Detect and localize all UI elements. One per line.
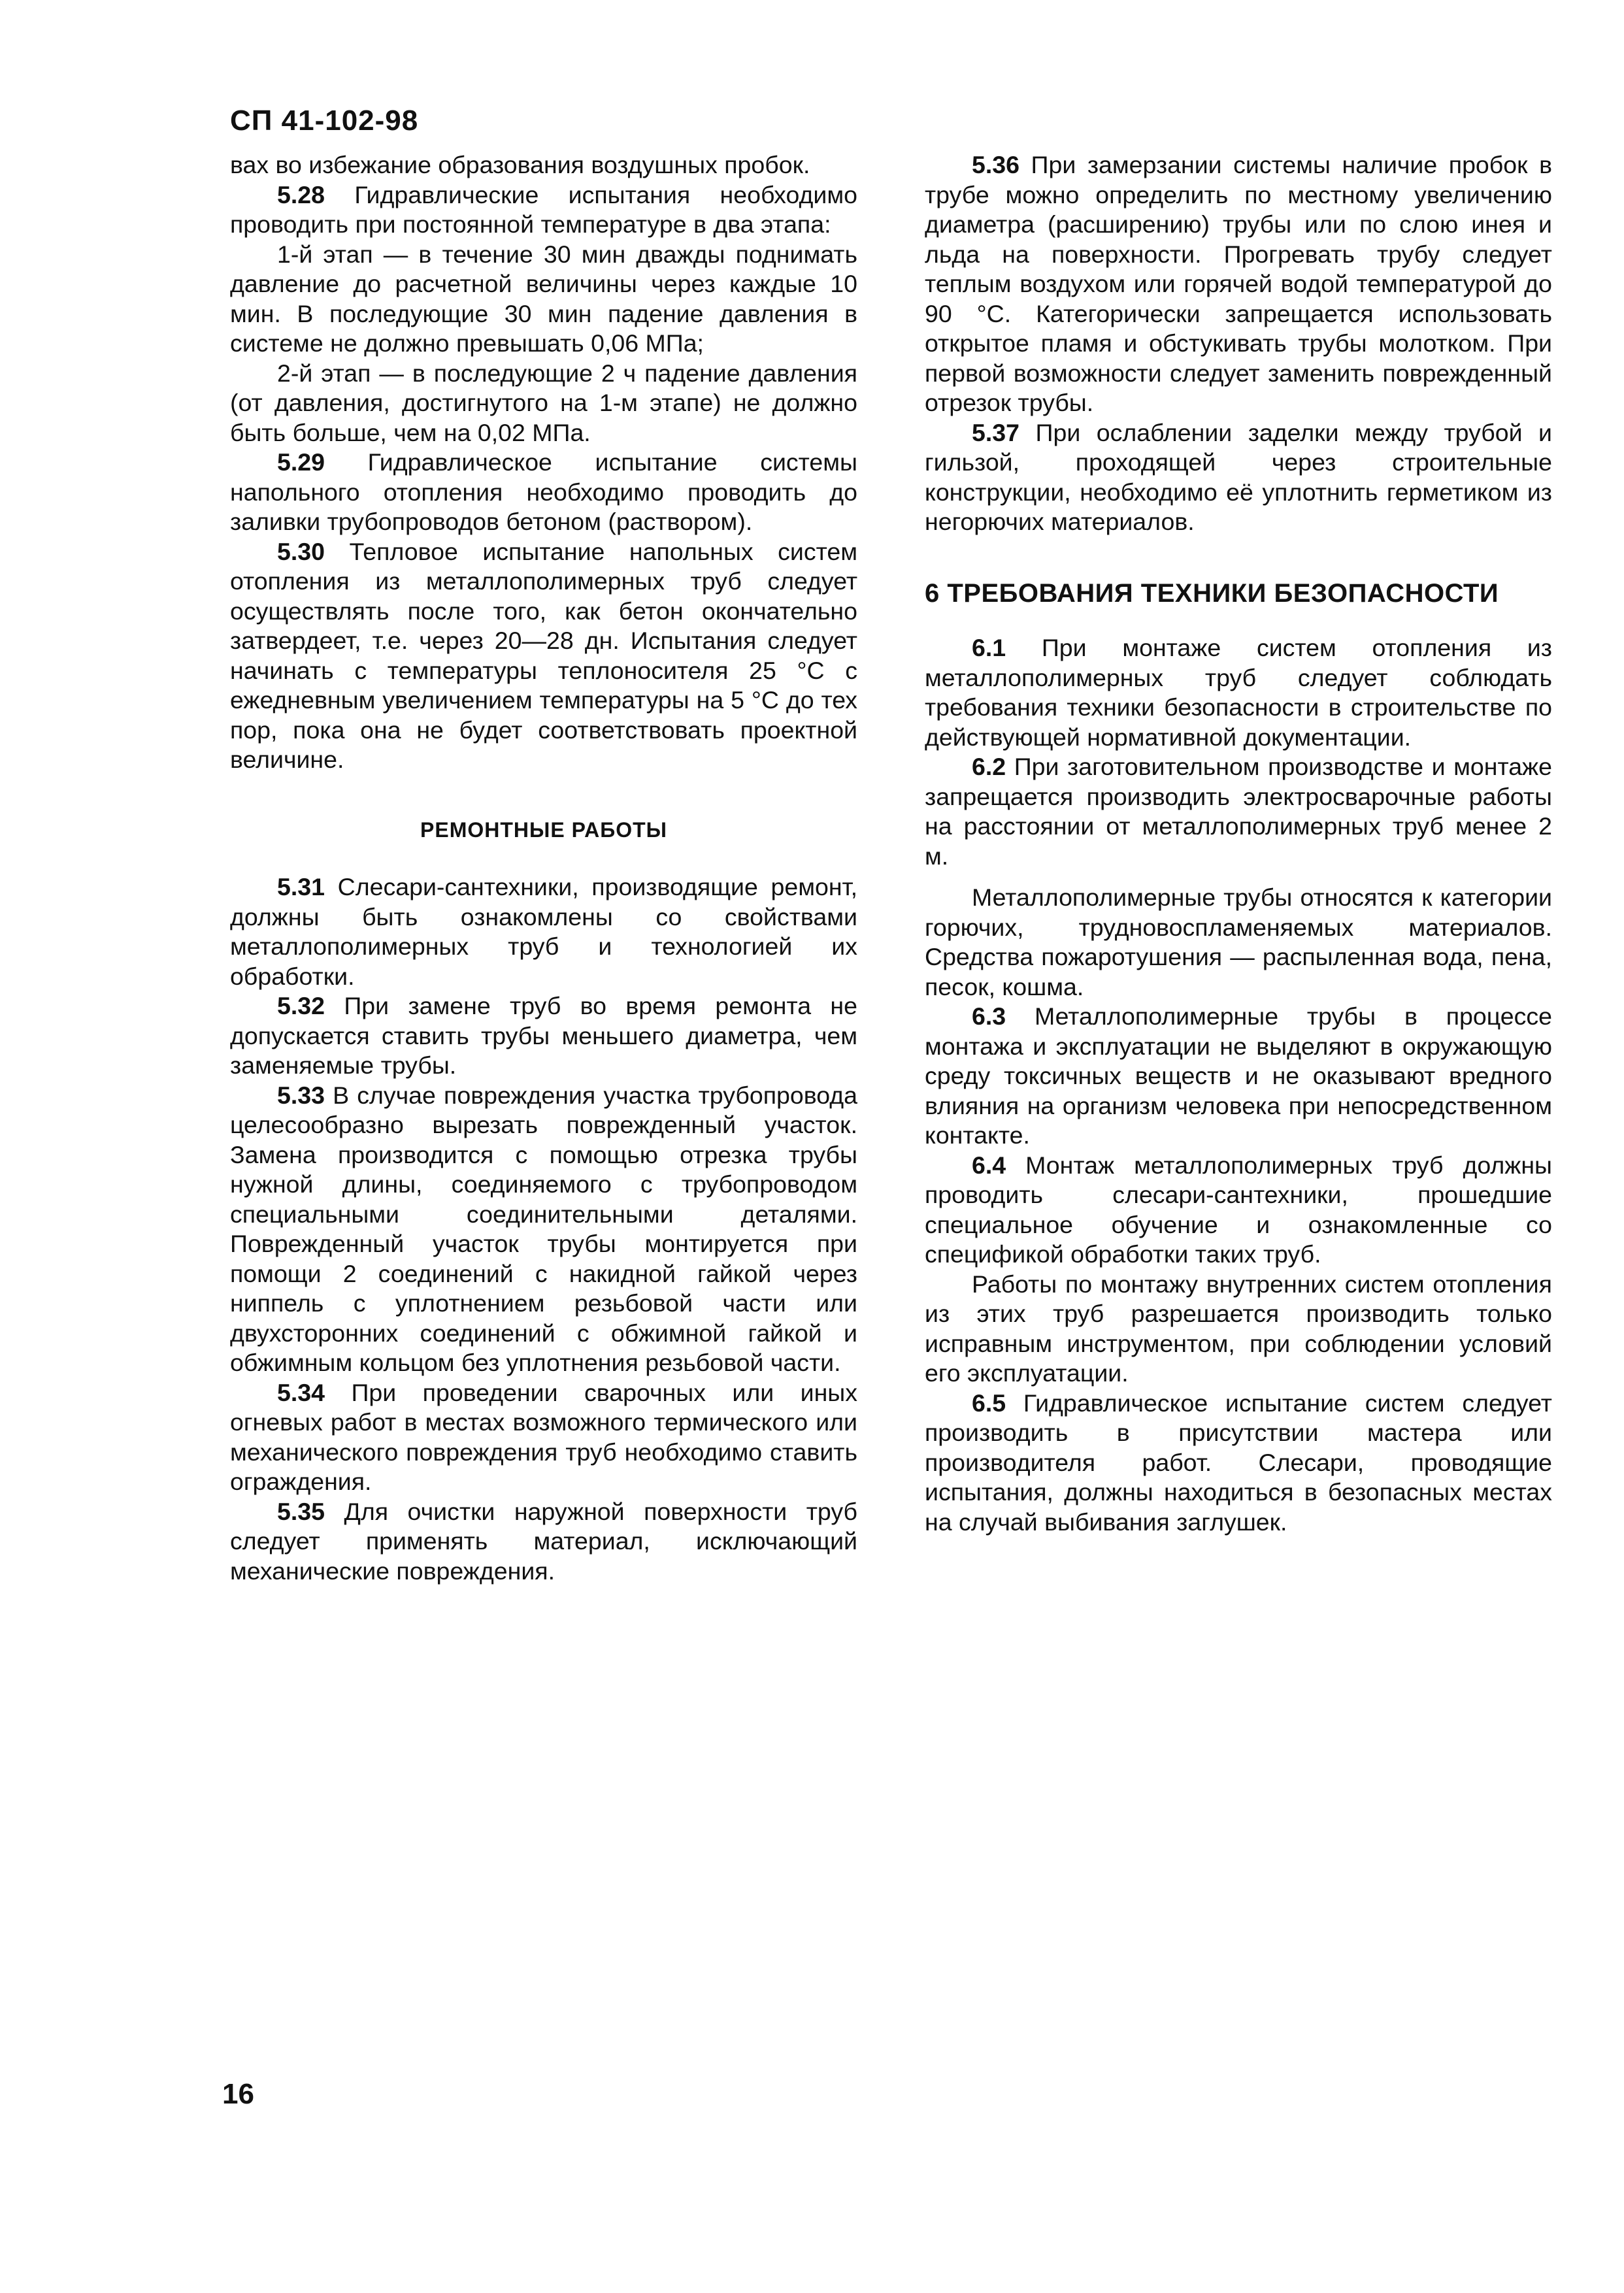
section-heading-safety: 6 ТРЕБОВАНИЯ ТЕХНИКИ БЕЗОПАСНОСТИ [925, 578, 1499, 608]
clause-text: В случае повреждения участка трубопровода целесообразно вырезать поврежденный участок. Замена производится с помощью отрезка трубы нужной длины, соединяемого с трубопроводом специальными соединительными деталями. Поврежденный участок трубы монтируется при помощи 2 соединений с накидной гайкой через ниппель с уплотнением резьбовой части или двухсторонних соединений с обжимной гайкой и обжимным кольцом без уплотнения резьбовой части. [230, 1081, 857, 1376]
clause-number: 5.30 [277, 537, 325, 565]
paragraph-continuation: вах во избежание образования воздушных пробок. [230, 151, 810, 178]
paragraph-5-32 [230, 991, 857, 1081]
paragraph-6-1 [925, 633, 1552, 752]
paragraph-6-4 [925, 1151, 1552, 1270]
subsection-heading-repair: РЕМОНТНЫЕ РАБОТЫ [420, 817, 667, 842]
paragraph-5-36 [925, 150, 1552, 418]
paragraph-5-37 [925, 418, 1552, 537]
clause-number: 6.2 [972, 753, 1006, 780]
left-column [230, 150, 857, 1586]
clause-text: При ослаблении заделки между трубой и гильзой, проходящей через строительные конструкции, необходимо её уплотнить герметиком из негорючих материалов. [925, 418, 1552, 535]
clause-text: Для очистки наружной поверхности труб следует применять материал, исключающий механические повреждения. [230, 1497, 857, 1585]
paragraph-5-35 [230, 1497, 857, 1587]
paragraph-stage-2: 2-й этап — в последующие 2 ч падение давления (от давления, достигнутого на 1-м этапе) не должно быть больше, чем на 0,02 МПа. [230, 359, 857, 446]
paragraph-5-31 [230, 872, 857, 991]
page-number: 16 [222, 2078, 254, 2110]
paragraph-fire-safety: Металлополимерные трубы относятся к категории горючих, трудновоспламеняемых материалов. Средства пожаротушения — распыленная вода, пена, песок, кошма. [925, 883, 1552, 1000]
clause-text: Гидравлическое испытание системы напольного отопления необходимо проводить до заливки трубопроводов бетоном (раствором). [230, 448, 857, 535]
clause-number: 5.28 [277, 180, 325, 208]
paragraph-5-29 [230, 448, 857, 537]
clause-text: При монтаже систем отопления из металлополимерных труб следует соблюдать требования техники безопасности в строительстве по действующей нормативной документации. [925, 634, 1552, 751]
clause-number: 6.3 [972, 1002, 1006, 1030]
document-code: СП 41-102-98 [230, 105, 419, 137]
clause-number: 5.34 [277, 1378, 325, 1406]
clause-number: 6.1 [972, 634, 1006, 661]
clause-text: При заготовительном производстве и монтаже запрещается производить электросварочные работы на расстоянии от металлополимерных труб менее 2 м. [925, 753, 1552, 870]
clause-number: 5.33 [277, 1081, 325, 1109]
paragraph-5-33 [230, 1081, 857, 1378]
paragraph-stage-1: 1-й этап — в течение 30 мин дважды поднимать давление до расчетной величины через каждые 10 мин. В последующие 30 мин падение давления в системе не должно превышать 0,06 МПа; [230, 240, 857, 357]
clause-text: При проведении сварочных или иных огневых работ в местах возможного термического или механического повреждения труб необходимо ставить ограждения. [230, 1378, 857, 1495]
clause-text: Гидравлические испытания необходимо проводить при постоянной температуре в два этапа: [230, 180, 857, 238]
clause-number: 5.32 [277, 992, 325, 1019]
clause-text: Тепловое испытание напольных систем отопления из металлополимерных труб следует осуществлять после того, как бетон окончательно затвердеет, т.е. через 20—28 дн. Испытания следует начинать с температуры теплоносителя 25 °С с ежедневным увеличением температуры на 5 °С до тех пор, пока она не будет соответствовать проектной величине. [230, 537, 857, 773]
clause-number: 5.29 [277, 448, 325, 476]
clause-number: 5.35 [277, 1497, 325, 1525]
paragraph-5-28 [230, 180, 857, 240]
clause-text: Слесари-сантехники, производящие ремонт, должны быть ознакомлены со свойствами металлополимерных труб и технологией их обработки. [230, 873, 857, 990]
clause-text: Металлополимерные трубы в процессе монтажа и эксплуатации не выделяют в окружающую среду токсичных веществ и не оказывают вредного влияния на организм человека при непосредственном контакте. [925, 1002, 1552, 1149]
paragraph-6-3 [925, 1002, 1552, 1151]
paragraph-6-5 [925, 1389, 1552, 1538]
clause-text: При замене труб во время ремонта не допускается ставить трубы меньшего диаметра, чем заменяемые трубы. [230, 992, 857, 1079]
paragraph-5-30 [230, 537, 857, 775]
clause-number: 6.4 [972, 1151, 1006, 1179]
paragraph-tools: Работы по монтажу внутренних систем отопления из этих труб разрешается производить только исправным инструментом, при соблюдении условий его эксплуатации. [925, 1270, 1552, 1387]
clause-number: 5.31 [277, 873, 325, 900]
paragraph-6-2 [925, 752, 1552, 871]
clause-number: 5.37 [972, 418, 1019, 446]
clause-text: При замерзании системы наличие пробок в трубе можно определить по местному увеличению диаметра (расширению) трубы или по слою инея и льда на поверхности. Прогревать трубу следует теплым воздухом или горячей водой температурой до 90 °С. Категорически запрещается использовать открытое пламя и обстукивать трубы молотком. При первой возможности следует заменить поврежденный отрезок трубы. [925, 151, 1552, 416]
clause-text: Гидравлическое испытание систем следует производить в присутствии мастера или производителя работ. Слесари, проводящие испытания, должны находиться в безопасных местах на случай выбивания заглушек. [925, 1389, 1552, 1536]
clause-number: 5.36 [972, 151, 1019, 178]
paragraph-5-34 [230, 1378, 857, 1497]
clause-number: 6.5 [972, 1389, 1006, 1417]
clause-text: Монтаж металлополимерных труб должны проводить слесари-сантехники, прошедшие специальное обучение и ознакомленные со спецификой обработки таких труб. [925, 1151, 1552, 1268]
right-column [925, 150, 1552, 1537]
